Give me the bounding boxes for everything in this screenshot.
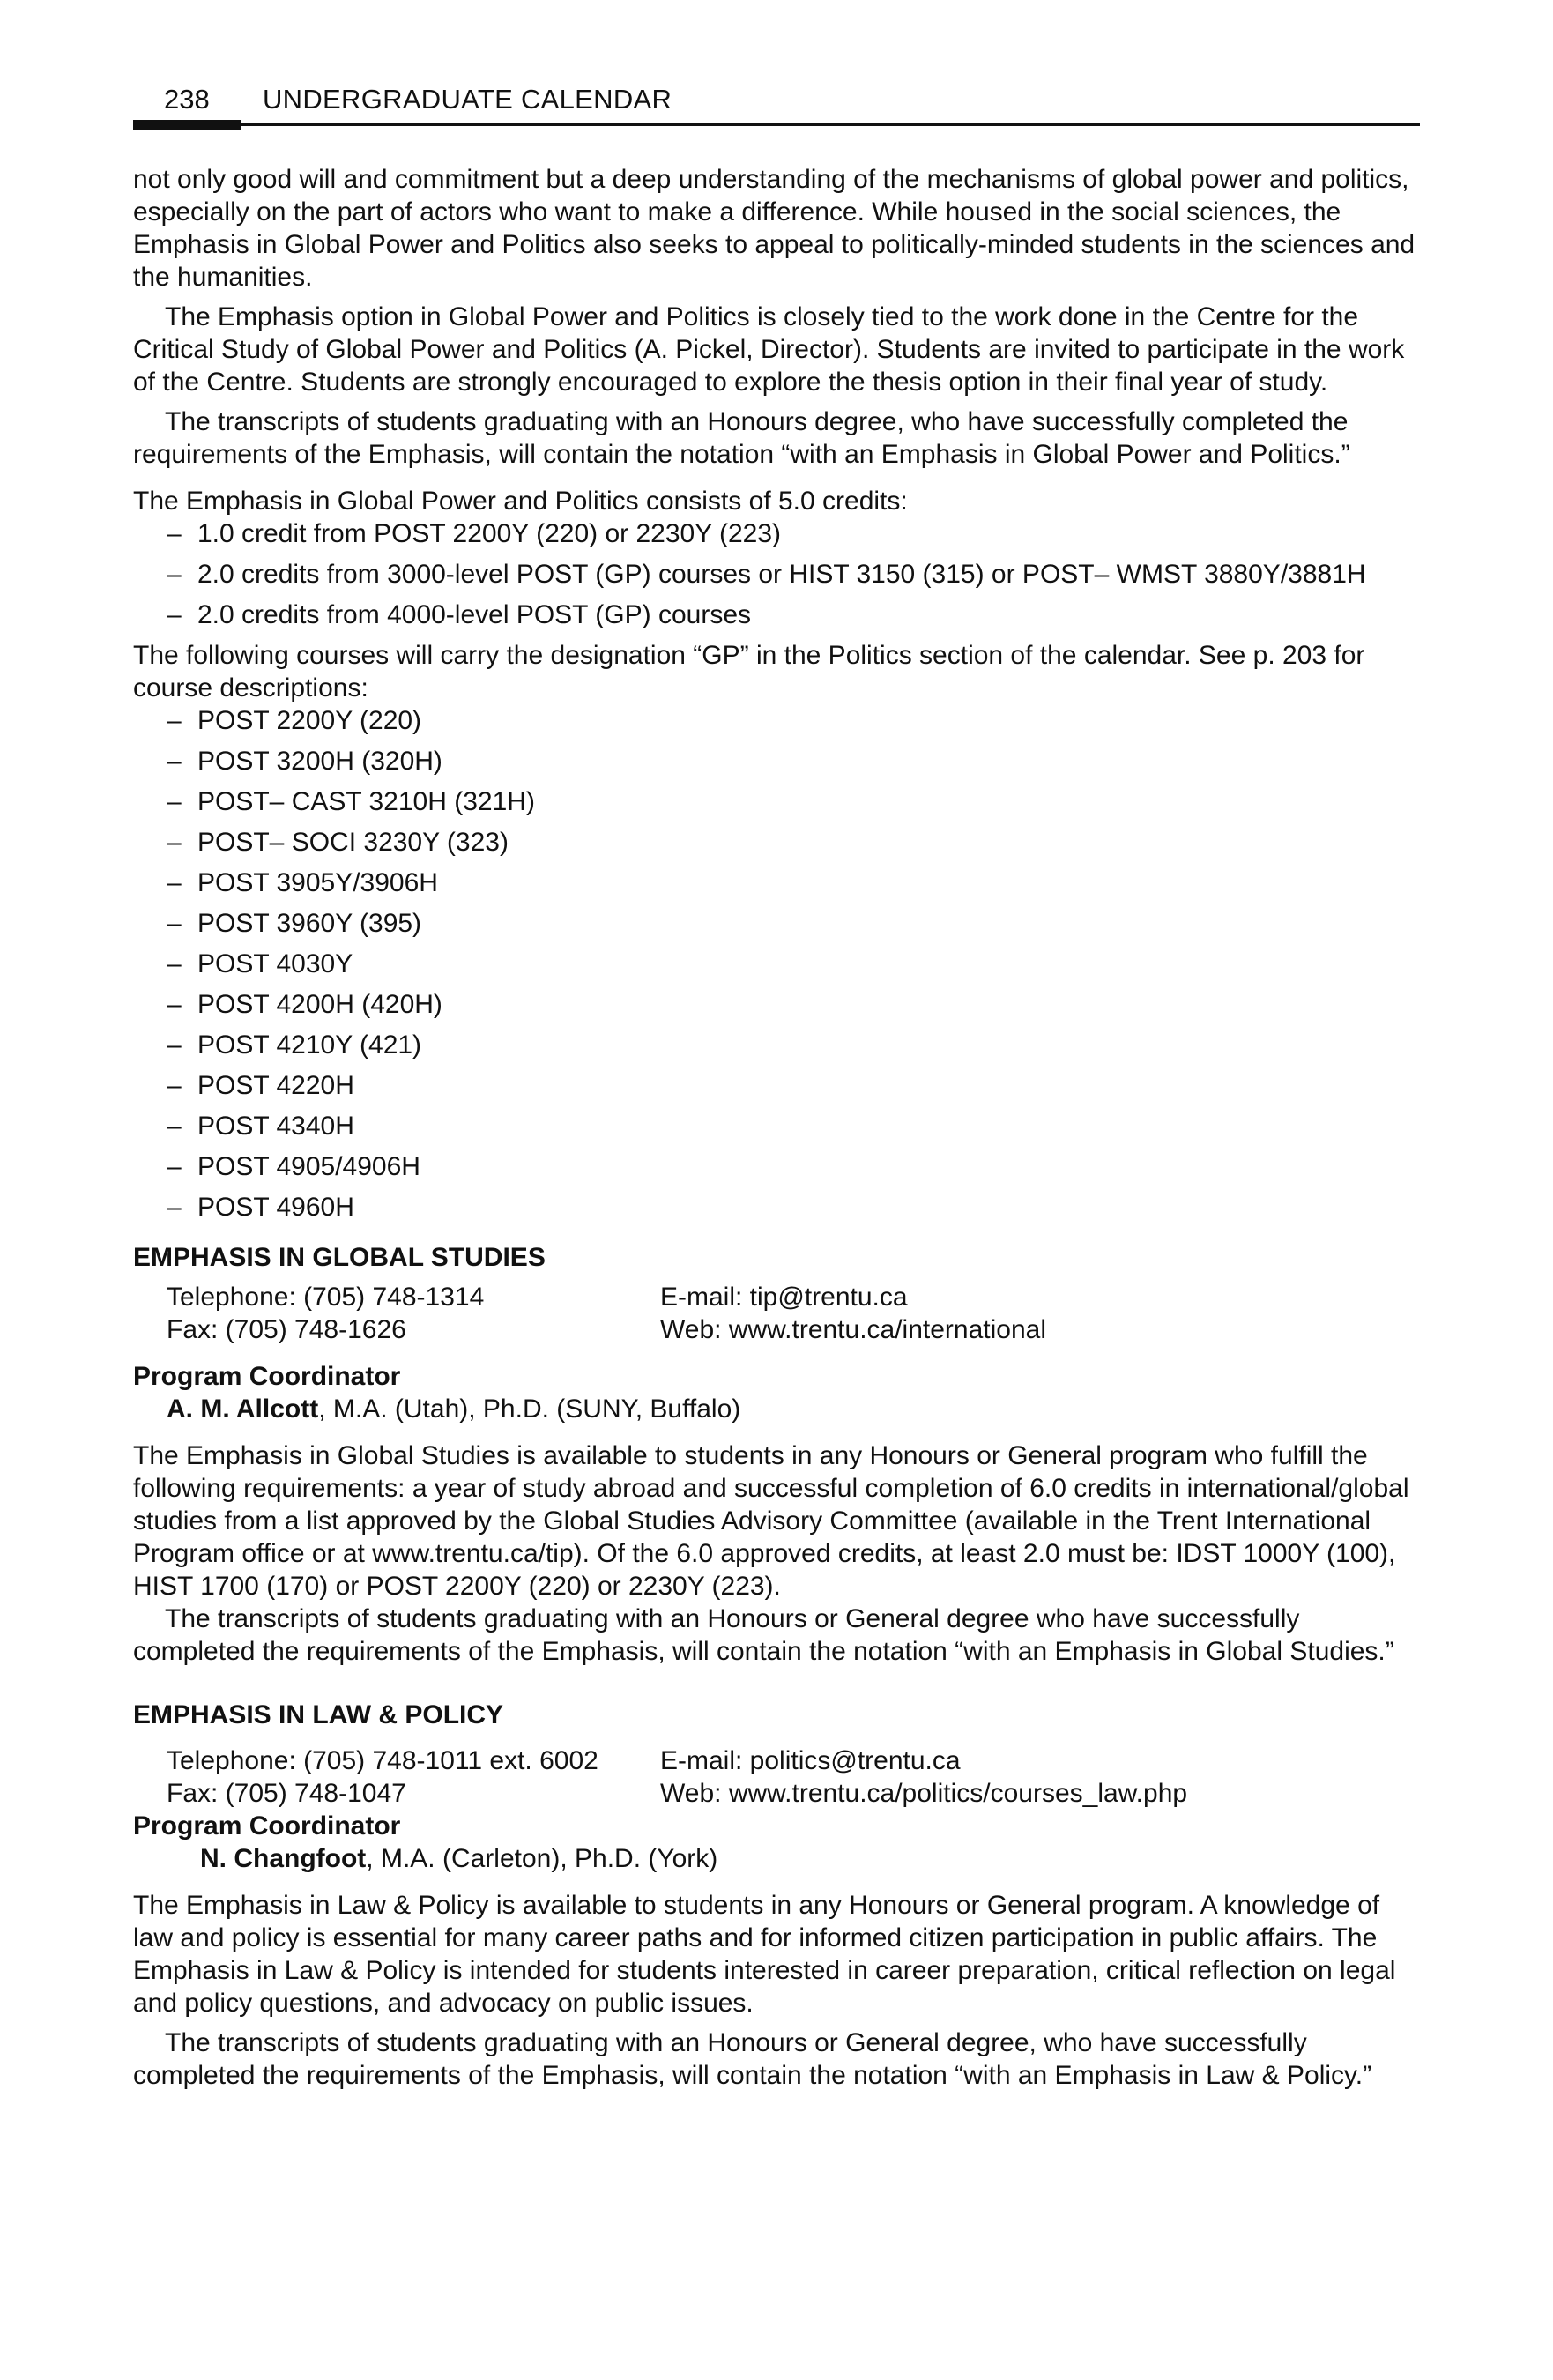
law-policy-paragraph-1: The Emphasis in Law & Policy is available to students in any Honours or General program. A knowledge of law and policy is essential for many career paths and for informed citizen participation in public affairs. The Emphasis in Law & Policy is intended for students interested in career preparation, critical reflection on legal and policy questions, and advocacy on public issues. <box>133 1891 1396 2018</box>
global-studies-paragraph-1: The Emphasis in Global Studies is available to students in any Honours or General program who fulfill the following requirements: a year of study abroad and successful completion of 6.0 credits in international/global studies from a list approved by the Global Studies Advisory Committee (available in the Trent International Program office or at www.trentu.ca/tip). Of the 6.0 approved credits, at least 2.0 must be: IDST 1000Y (100), HIST 1700 (170) or POST 2200Y (220) or 2230Y (223). <box>133 1441 1409 1601</box>
list-item: – POST 3960Y (395) <box>133 907 1420 940</box>
fax: Fax: (705) 748-1047 <box>167 1779 406 1808</box>
list-item: – POST 4220H <box>133 1069 1420 1102</box>
intro-paragraph-2: The Emphasis option in Global Power and Politics is closely tied to the work done in the Centre for the Critical Study of Global Power and Politics (A. Pickel, Director). Students are invited to participate in the work of the Centre. Students are strongly encouraged to explore the thesis option in their final year of study. <box>133 302 1405 397</box>
gp-intro: The following courses will carry the designation “GP” in the Politics section of the calendar. See p. 203 for course descriptions: <box>133 641 1365 703</box>
intro-paragraph-3: The transcripts of students graduating with an Honours degree, who have successfully completed the requirements of the Emphasis, will contain the notation “with an Emphasis in Global Power and Politics.” <box>133 407 1350 469</box>
credits-intro: The Emphasis in Global Power and Politics consists of 5.0 credits: <box>133 487 908 516</box>
email: E-mail: politics@trentu.ca <box>660 1746 961 1775</box>
web: Web: www.trentu.ca/politics/courses_law.php <box>660 1779 1188 1808</box>
list-item: – POST 4905/4906H <box>133 1150 1420 1183</box>
list-item: – POST 4960H <box>133 1191 1420 1223</box>
list-item: – POST 2200Y (220) <box>133 704 1420 737</box>
coordinator-heading: Program Coordinator <box>133 1811 401 1841</box>
coordinator-line <box>133 1842 1420 1875</box>
list-item: – 2.0 credits from 3000-level POST (GP) courses or HIST 3150 (315) or POST– WMST 3880Y/3881H <box>133 558 1420 591</box>
fax: Fax: (705) 748-1626 <box>167 1315 406 1344</box>
law-policy-contact <box>133 1744 1420 1810</box>
page-header <box>133 82 1420 135</box>
running-title: UNDERGRADUATE CALENDAR <box>263 84 672 115</box>
coordinator-heading: Program Coordinator <box>133 1362 401 1391</box>
coordinator-name: A. M. Allcott <box>167 1395 319 1424</box>
law-policy-heading: EMPHASIS IN LAW & POLICY <box>133 1700 504 1729</box>
list-item: – POST 4200H (420H) <box>133 988 1420 1021</box>
header-tab-block <box>133 120 241 130</box>
list-item: – POST– CAST 3210H (321H) <box>133 785 1420 818</box>
list-item: – 1.0 credit from POST 2200Y (220) or 2230Y (223) <box>133 517 1420 550</box>
intro-paragraph-1: not only good will and commitment but a deep understanding of the mechanisms of global power and politics, especially on the part of actors who want to make a difference. While housed in the social sciences, the Emphasis in Global Power and Politics also seeks to appeal to politically-minded students in the sciences and the humanities. <box>133 165 1416 292</box>
list-item: – 2.0 credits from 4000-level POST (GP) courses <box>133 599 1420 631</box>
header-rule <box>133 123 1420 126</box>
coordinator-name: N. Changfoot <box>200 1844 367 1873</box>
list-item: – POST– SOCI 3230Y (323) <box>133 826 1420 859</box>
global-studies-contact <box>133 1281 1420 1346</box>
telephone: Telephone: (705) 748-1314 <box>167 1283 485 1312</box>
page-body <box>133 163 1420 2092</box>
list-item: – POST 3200H (320H) <box>133 745 1420 777</box>
list-item: – POST 4340H <box>133 1110 1420 1142</box>
list-item: – POST 4030Y <box>133 948 1420 980</box>
list-item: – POST 3905Y/3906H <box>133 866 1420 899</box>
gp-course-list <box>133 704 1420 1223</box>
law-policy-paragraph-2: The transcripts of students graduating with an Honours or General degree, who have successfully completed the requirements of the Emphasis, will contain the notation “with an Emphasis in Law & Policy.” <box>133 2028 1372 2090</box>
web: Web: www.trentu.ca/international <box>660 1315 1047 1344</box>
telephone: Telephone: (705) 748-1011 ext. 6002 <box>167 1746 598 1775</box>
coordinator-credentials: , M.A. (Carleton), Ph.D. (York) <box>366 1844 718 1873</box>
page-number: 238 <box>164 84 210 115</box>
global-studies-heading: EMPHASIS IN GLOBAL STUDIES <box>133 1243 546 1272</box>
credits-list <box>133 517 1420 631</box>
global-studies-paragraph-2: The transcripts of students graduating with an Honours or General degree who have successfully completed the requirements of the Emphasis, will contain the notation “with an Emphasis in Global Studies.” <box>133 1604 1394 1666</box>
email: E-mail: tip@trentu.ca <box>660 1283 908 1312</box>
coordinator-line <box>133 1393 1420 1425</box>
coordinator-credentials: , M.A. (Utah), Ph.D. (SUNY, Buffalo) <box>318 1395 741 1424</box>
list-item: – POST 4210Y (421) <box>133 1029 1420 1061</box>
